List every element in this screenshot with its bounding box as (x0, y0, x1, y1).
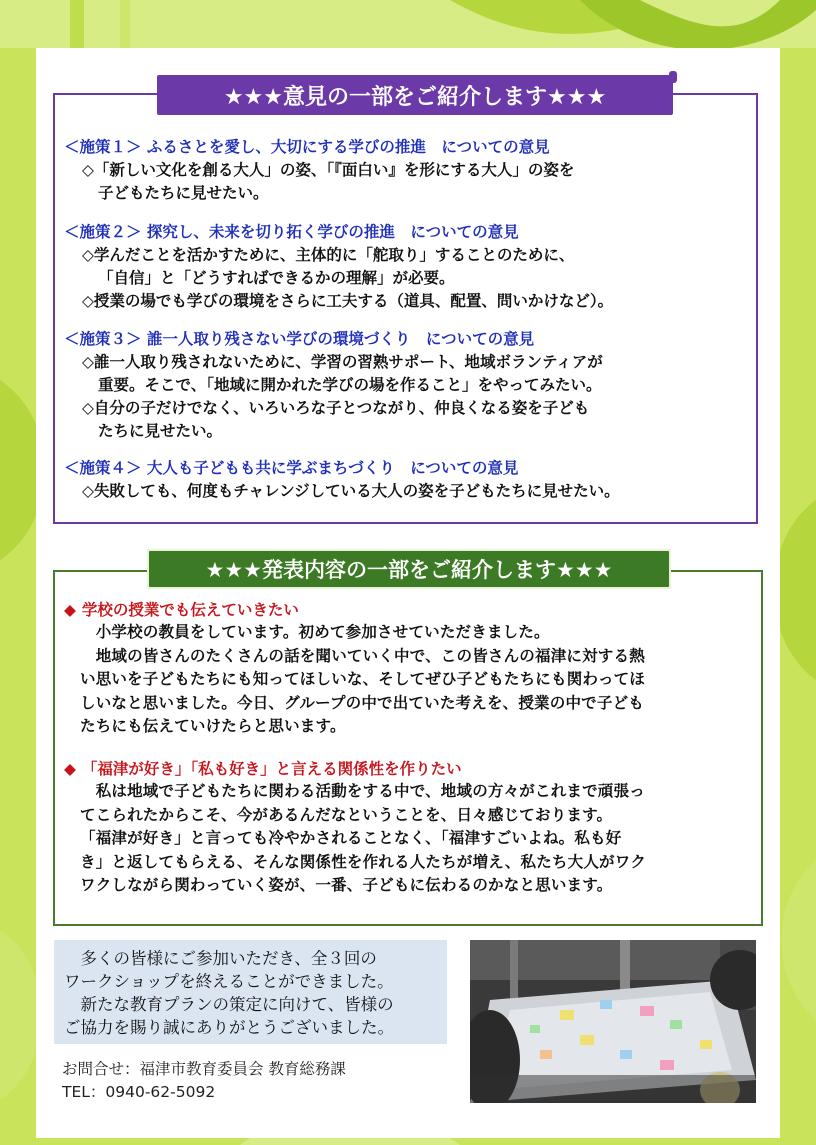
policy-1-heading: ＜施策１＞ ふるさとを愛し、大切にする学びの推進 についての意見 (64, 138, 550, 156)
workshop-photo (470, 940, 756, 1103)
policy-3-line: ◇誰一人取り残されないために、学習の習熟サポート、地域ボランティアが (82, 353, 603, 371)
topic-2-line: き」と返してもらえる、そんな関係性を作れる人たちが増え、私たち大人がワク (80, 852, 647, 871)
thanks-line: 新たな教育プランの策定に向けて、皆様の (64, 995, 394, 1014)
contact-info (62, 1058, 346, 1104)
topic-2-heading (64, 757, 462, 779)
topic-1-line: い思いを子どもたちにも知ってほしいな、そしてぜひ子どもたちにも関わってほ (80, 670, 646, 688)
policy-1 (64, 136, 574, 205)
policy-2-line: 「自信」と「どうすればできるかの理解」が必要。 (98, 269, 455, 287)
thanks-line: ご協力を賜り誠にありがとうございました。 (64, 1018, 394, 1037)
policy-4-line: ◇失敗しても、何度もチャレンジしている大人の姿を子どもたちに見せたい。 (82, 482, 620, 500)
topic-1-line: 小学校の教員をしています。初めて参加させていただきました。 (80, 623, 550, 641)
policy-3 (64, 328, 603, 443)
diamond-bullet-icon: ◆ (64, 760, 76, 778)
topic-1-title: 学校の授業でも伝えていきたい (81, 601, 299, 619)
policy-4-heading: ＜施策４＞ 大人も子どもも共に学ぶまちづくり についての意見 (64, 459, 519, 477)
diamond-bullet-icon: ◆ (64, 601, 76, 619)
policy-1-line: 子どもたちに見せたい。 (98, 184, 269, 202)
topic-2-line: 私は地域で子どもたちに関わる活動をする中で、地域の方々がこれまで頑張っ (80, 782, 645, 800)
policy-2-heading: ＜施策２＞ 探究し、未来を切り拓く学びの推進 についての意見 (64, 223, 519, 241)
presentations-banner: ★★★発表内容の一部をご紹介します★★★ (147, 549, 671, 589)
thanks-box (54, 940, 447, 1044)
thanks-line: ワークショップを終えることができました。 (64, 972, 394, 991)
policy-1-line: ◇「新しい文化を創る大人」の姿、「『面白い』を形にする大人」の姿を (82, 161, 575, 179)
thanks-line: 多くの皆様にご参加いただき、全３回の (64, 949, 377, 968)
topic-2-title: 「福津が好き」「私も好き」と言える関係性を作りたい (81, 760, 462, 778)
topic-1-line: 地域の皆さんのたくさんの話を聞いていく中で、この皆さんの福津に対する熱 (80, 646, 645, 665)
policy-3-line: ◇自分の子だけでなく、いろいろな子とつながり、仲良くなる姿を子ども (82, 399, 590, 417)
policy-2 (64, 221, 613, 313)
policy-3-line: たちに見せたい。 (98, 422, 223, 440)
topic-1-body (80, 621, 760, 739)
topic-1-line: たちにも伝えていけたらと思います。 (80, 717, 346, 735)
topic-1-line: しいなと思いました。今日、グループの中で出ていた考えを、授業の中で子ども (80, 693, 644, 712)
policy-3-heading: ＜施策３＞ 誰一人取り残さない学びの環境づくり についての意見 (64, 330, 535, 348)
topic-2-line: てこられたからこそ、今があるんだなということを、日々感じております。 (80, 805, 613, 824)
topic-2-body (80, 780, 760, 898)
contact-office: お問合せ：福津市教育委員会 教育総務課 (62, 1060, 346, 1078)
contact-phone: TEL：0940-62-5092 (62, 1083, 216, 1101)
policy-2-line: ◇学んだことを活かすために、主体的に「舵取り」することのために、 (82, 246, 575, 264)
topic-2-line: 「福津が好き」と言っても冷やかされることなく、「福津すごいよね。私も好 (80, 829, 622, 847)
topic-2-line: ワクしながら関わっていく姿が、一番、子どもに伝わるのかなと思います。 (80, 876, 613, 894)
topic-1-heading (64, 598, 299, 620)
policy-3-line: 重要。そこで、「地域に開かれた学びの場を作ること」をやってみたい。 (98, 376, 602, 394)
policy-2-line: ◇授業の場でも学びの環境をさらに工夫する（道具、配置、問いかけなど）。 (82, 292, 614, 310)
policy-4 (64, 457, 620, 503)
opinions-banner: ★★★意見の一部をご紹介します★★★ (157, 75, 673, 115)
